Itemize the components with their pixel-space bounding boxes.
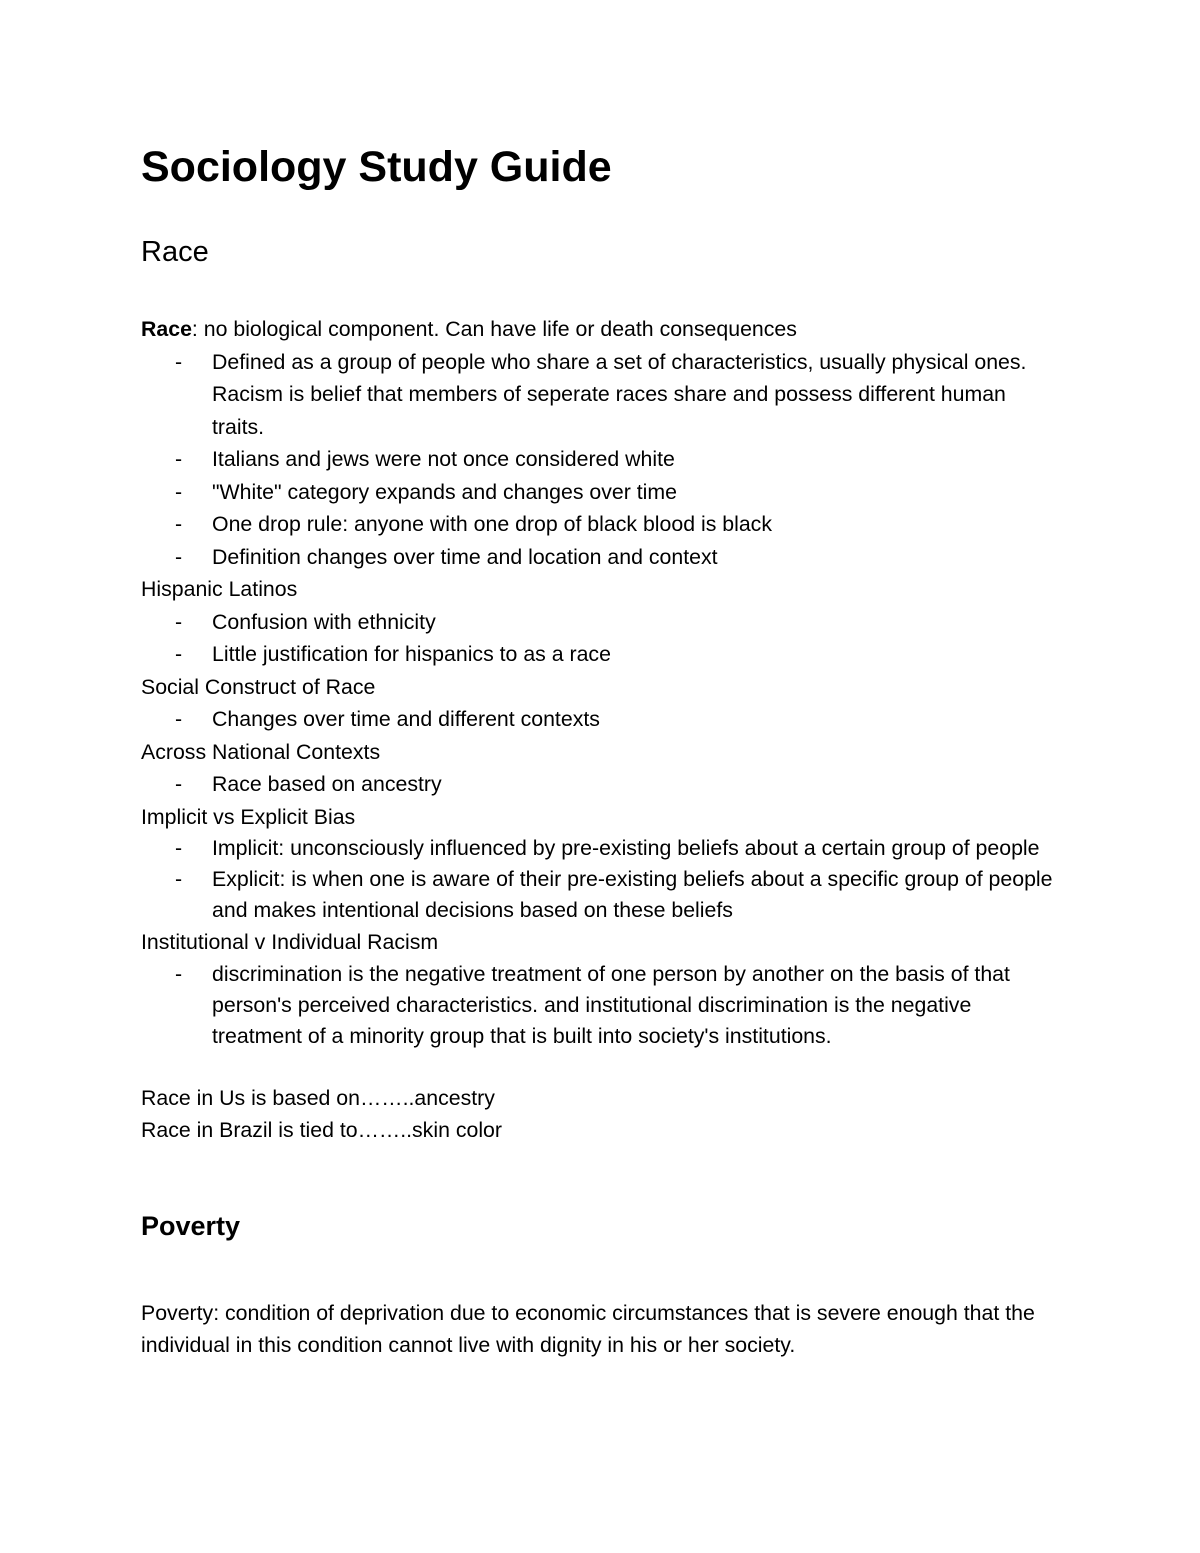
poverty-definition: Poverty: condition of deprivation due to economic circumstances that is severe enough that the individual in this condition cannot live with dignity in his or her society. [141, 1301, 1035, 1357]
race-us-line: Race in Us is based on……..ancestry [141, 1085, 495, 1110]
list-item [175, 638, 1061, 671]
dash-bullet: - [175, 836, 183, 860]
list-item [175, 833, 1061, 864]
topic-label-national: Across National Contexts [141, 739, 381, 764]
section-heading-race: Race [141, 236, 209, 268]
page-title: Sociology Study Guide [141, 143, 612, 191]
dash-bullet: - [175, 447, 183, 471]
list-item [175, 508, 1061, 541]
list-item-text: One drop rule: anyone with one drop of black blood is black [212, 512, 772, 536]
topic-label-hispanic: Hispanic Latinos [141, 577, 298, 601]
dash-bullet: - [175, 707, 183, 731]
national-list [141, 768, 1061, 801]
race-definition-text: : no biological component. Can have life or death consequences [191, 317, 797, 341]
list-item-text: Changes over time and different contexts [212, 707, 600, 731]
list-item [175, 864, 1061, 926]
race-term: Race [141, 317, 192, 341]
list-item-text: Implicit: unconsciously influenced by pre-existing beliefs about a certain group of people [212, 836, 1040, 860]
dash-bullet: - [175, 642, 183, 666]
list-item [175, 346, 1061, 444]
hispanic-list [141, 606, 1061, 671]
list-item [175, 476, 1061, 509]
dash-bullet: - [175, 961, 183, 986]
list-item-text: Definition changes over time and location and context [212, 544, 718, 569]
social-construct-list [141, 703, 1061, 736]
list-item [175, 541, 1061, 574]
topic-label-social-construct: Social Construct of Race [141, 674, 376, 699]
list-item [175, 768, 1061, 801]
dash-bullet: - [175, 609, 183, 634]
topic-label-institutional: Institutional v Individual Racism [141, 930, 439, 954]
list-item-text: discrimination is the negative treatment of one person by another on the basis of that person's perceived characteristics. and institutional discrimination is the negative treatment of a minority group that is built into society's institutions. [212, 961, 1010, 1048]
dash-bullet: - [175, 479, 183, 504]
list-item-text: "White" category expands and changes over time [212, 479, 677, 504]
list-item [175, 606, 1061, 639]
list-item [175, 959, 1061, 1052]
race-definition [141, 313, 1061, 346]
list-item-text: Italians and jews were not once considered white [212, 447, 675, 471]
race-content [141, 313, 1061, 1147]
race-brazil-line: Race in Brazil is tied to……..skin color [141, 1118, 502, 1142]
list-item [175, 443, 1061, 476]
dash-bullet: - [175, 544, 183, 569]
dash-bullet: - [175, 512, 183, 536]
list-item-text: Race based on ancestry [212, 772, 442, 796]
dash-bullet: - [175, 772, 183, 796]
list-item-text: Explicit: is when one is aware of their pre-existing beliefs about a specific group of people and makes intentional decisions based on these beliefs [212, 867, 1053, 922]
list-item [175, 703, 1061, 736]
race-list [141, 346, 1061, 574]
dash-bullet: - [175, 349, 183, 374]
list-item-text: Defined as a group of people who share a set of characteristics, usually physical ones. Racism is belief that members of seperate races share and possess different human traits. [212, 349, 1027, 439]
topic-label-bias: Implicit vs Explicit Bias [141, 804, 356, 829]
institutional-list [141, 959, 1061, 1052]
dash-bullet: - [175, 867, 183, 891]
list-item-text: Confusion with ethnicity [212, 609, 436, 634]
section-heading-poverty: Poverty [141, 1211, 241, 1241]
bias-list [141, 833, 1061, 926]
list-item-text: Little justification for hispanics to as a race [212, 642, 611, 666]
spacer [141, 1052, 1061, 1082]
